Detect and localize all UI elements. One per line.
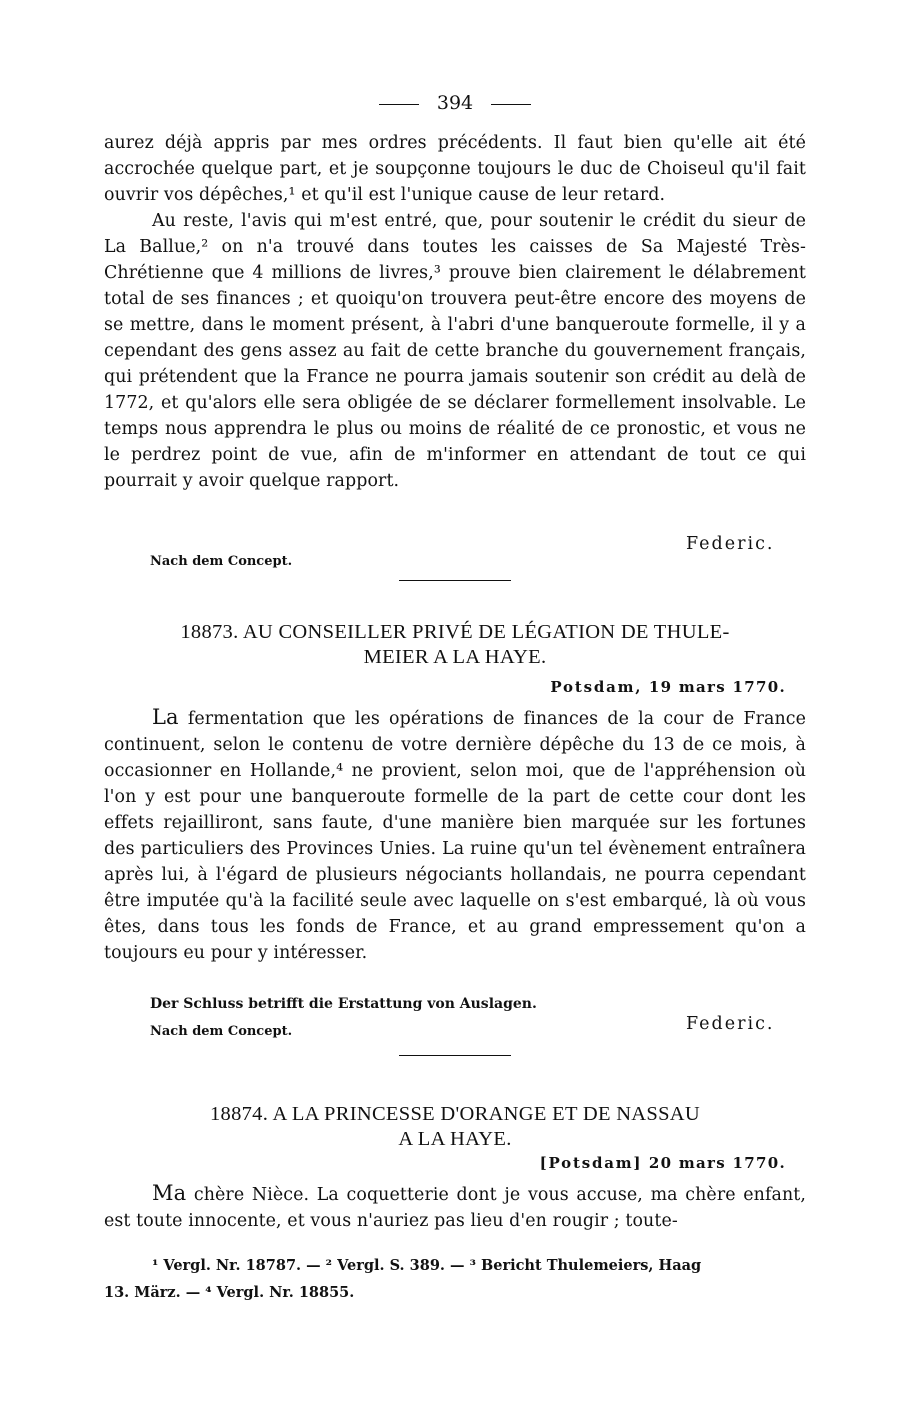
source-note-2: Nach dem Concept. — [150, 1024, 293, 1039]
page-number-dash-right — [491, 104, 531, 105]
letter-18873-heading: 18873. AU CONSEILLER PRIVÉ DE LÉGATION DE THULE- MEIER A LA HAYE. — [180, 621, 730, 668]
footnote-line-2: 13. März. — ⁴ Vergl. Nr. 18855. — [104, 1284, 355, 1301]
letter-18874-heading: 18874. A LA PRINCESSE D'ORANGE ET DE NASSAU A LA HAYE. — [209, 1103, 701, 1150]
letter-18874-body — [104, 1180, 806, 1234]
section-divider-1 — [399, 580, 511, 581]
top-letter-continuation — [104, 130, 806, 494]
letter-18873-initial: La — [152, 705, 179, 729]
paragraph-1: aurez déjà appris par mes ordres précédents. Il faut bien qu'elle ait été accrochée quelque part, et je soupçonne toujours le duc de Choiseul qu'il fait ouvrir vos dépêches,¹ et qu'il est l'unique cause de leur retard. — [104, 133, 806, 205]
letter-18874-text: chère Nièce. La coquetterie dont je vous accuse, ma chère enfant, est toute innocente, et vous n'auriez pas lieu d'en rougir ; toute- — [104, 1185, 806, 1231]
section-divider-2 — [399, 1055, 511, 1056]
footnotes — [104, 1252, 806, 1306]
letter-18874-date: [Potsdam] 20 mars 1770. — [539, 1154, 786, 1172]
letter-18873-body — [104, 704, 806, 966]
closing-note: Der Schluss betrifft die Erstattung von Auslagen. — [150, 996, 537, 1012]
footnote-line-1: ¹ Vergl. Nr. 18787. — ² Vergl. S. 389. — ³ Bericht Thulemeiers, Haag — [152, 1257, 702, 1274]
signature-1: Federic. — [686, 534, 775, 554]
page-number: 394 — [104, 92, 806, 114]
source-note-1: Nach dem Concept. — [150, 554, 293, 569]
page-number-dash-left — [379, 104, 419, 105]
letter-18873-date: Potsdam, 19 mars 1770. — [550, 678, 786, 696]
paragraph-2: Au reste, l'avis qui m'est entré, que, pour soutenir le crédit du sieur de La Ballue,² on n'a trouvé dans toutes les caisses de Sa Majesté Très-Chrétienne que 4 millions de livres,³ prouve bien clairement le délabrement total de ses finances ; et quoiqu'on trouvera peut-être encore des moyens de se mettre, dans le moment présent, à l'abri d'une banqueroute formelle, il y a cependant des gens assez au fait de cette branche du gouvernement français, qui prétendent que la France ne pourra jamais soutenir son crédit au delà de 1772, et qu'alors elle sera obligée de se déclarer formellement insolvable. Le temps nous apprendra le plus ou moins de réalité de ce pronostic, et vous ne le perdrez point de vue, afin de m'informer en attendant de tout ce qui pourrait y avoir quelque rapport. — [104, 211, 806, 491]
letter-18873-text: fermentation que les opérations de finances de la cour de France continuent, selon le contenu de votre dernière dépêche du 13 de ce mois, à occasionner en Hollande,⁴ ne provient, selon moi, que de l'appréhension où l'on y est pour une banqueroute formelle de la part de cette cour dont les effets rejailliront, sans faute, d'une manière bien marquée sur les fortunes des particuliers des Provinces Unies. La ruine qu'un tel évènement entraînera après lui, à l'égard de plusieurs négociants hollandais, ne pourra cependant être imputée qu'à la facilité seule avec laquelle on s'est embarqué, là où vous êtes, dans tous les fonds de France, et au grand empressement qu'on a toujours eu pour y intéresser. — [104, 709, 806, 963]
signature-2: Federic. — [686, 1014, 775, 1034]
letter-18874-initial: Ma — [152, 1181, 187, 1205]
